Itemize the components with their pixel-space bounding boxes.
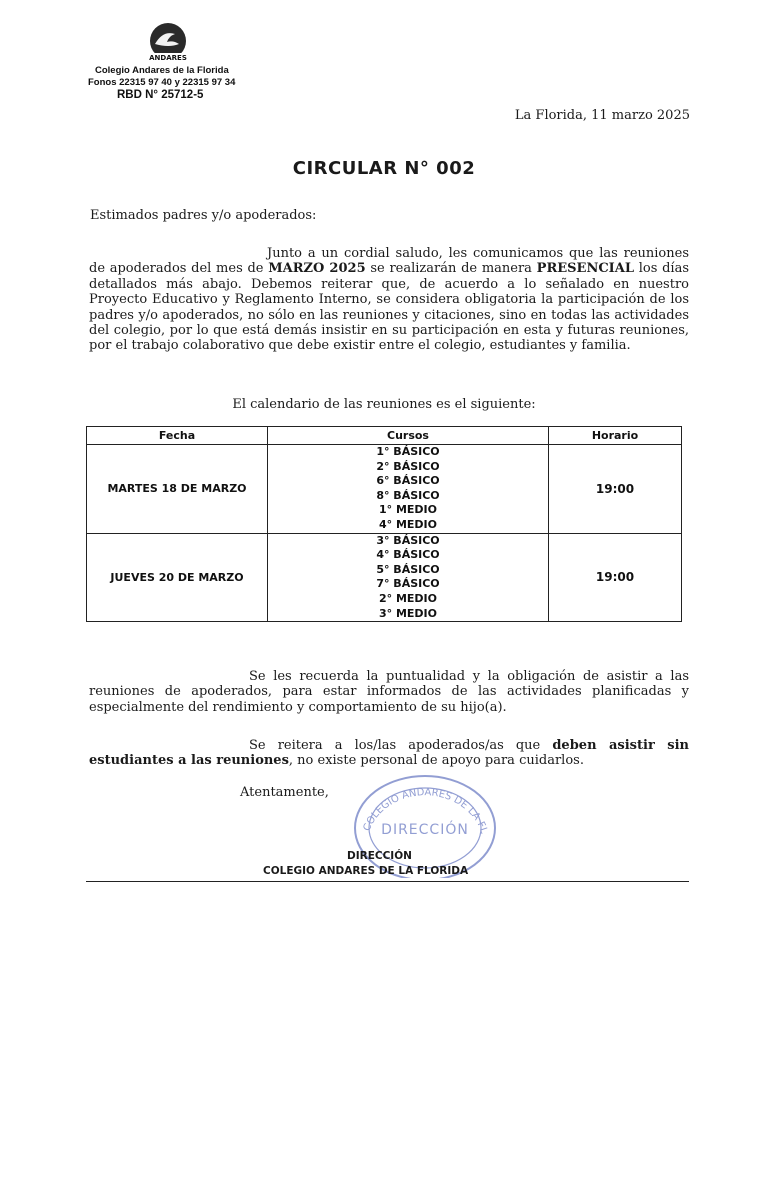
svg-text:COLEGIO ANDARES DE LA FLORIDA: COLEGIO ANDARES DE LA FL	[361, 787, 490, 835]
curso-item: 3° BÁSICO	[376, 533, 440, 547]
svg-text:ANDARES: ANDARES	[149, 54, 187, 62]
table-header-row	[87, 427, 682, 445]
school-logo	[145, 22, 191, 62]
svg-text:DIRECCIÓN: DIRECCIÓN	[381, 822, 469, 838]
curso-item: 7° BÁSICO	[376, 577, 440, 591]
curso-item: 3° MEDIO	[378, 606, 438, 620]
table-row	[87, 445, 682, 534]
curso-item: 1° BÁSICO	[376, 445, 440, 458]
row-cursos	[268, 445, 549, 534]
signature-role: DIRECCIÓN	[347, 850, 412, 862]
school-rbd: RBD N° 25712-5	[117, 89, 204, 101]
paragraph-no-students: Se reitera a los/las apoderados/as que deben asistir sin estudiantes a las reuniones, no existe personal de apoyo para cuidarlos.	[89, 738, 689, 769]
curso-item: 4° BÁSICO	[376, 548, 440, 562]
row-horario: 19:00	[549, 533, 682, 622]
header-cursos: Cursos	[268, 427, 549, 445]
calendar-intro: El calendario de las reuniones es el siguiente:	[232, 397, 536, 412]
table-row	[87, 533, 682, 622]
closing: Atentamente,	[240, 785, 329, 800]
curso-item: 2° BÁSICO	[376, 459, 440, 473]
curso-item: 5° BÁSICO	[376, 562, 440, 576]
curso-item: 2° MEDIO	[378, 591, 438, 605]
row-horario: 19:00	[549, 445, 682, 534]
header-horario: Horario	[549, 427, 682, 445]
meeting-schedule-table	[86, 426, 682, 622]
curso-item: 8° BÁSICO	[376, 488, 440, 502]
school-name: Colegio Andares de la Florida	[95, 65, 229, 76]
paragraph-intro: Junto a un cordial saludo, les comunicamos que las reuniones de apoderados del mes de MARZO 2025 se realizarán de manera PRESENCIAL los días detallados más abajo. Debemos reiterar que, de acuerdo a lo señalado en nuestro Proyecto Educativo y Reglamento Interno, se considera obligatoria la participación de los padres y/o apoderados, no sólo en las reuniones y citaciones, sino en todas las actividades del colegio, por lo que está demás insistir en su participación en esta y futuras reuniones, por el trabajo colaborativo que debe existir entre el colegio, estudiantes y familia.	[89, 246, 690, 354]
curso-item: 1° MEDIO	[378, 503, 438, 517]
document-date: La Florida, 11 marzo 2025	[514, 108, 690, 123]
footer-divider	[86, 881, 689, 882]
greeting: Estimados padres y/o apoderados:	[90, 208, 317, 223]
row-fecha: MARTES 18 DE MARZO	[87, 445, 268, 534]
document-title: CIRCULAR N° 002	[292, 158, 476, 179]
header-fecha: Fecha	[87, 427, 268, 445]
curso-item: 4° MEDIO	[378, 517, 438, 531]
curso-item: 6° BÁSICO	[376, 474, 440, 488]
school-phones: Fonos 22315 97 40 y 22315 97 34	[88, 77, 236, 88]
paragraph-reminder: Se les recuerda la puntualidad y la obligación de asistir a las reuniones de apoderados, para estar informados de las actividades planificadas y especialmente del rendimiento y comportamiento de su hijo(a).	[89, 669, 689, 715]
row-fecha: JUEVES 20 DE MARZO	[87, 533, 268, 622]
signature-school: COLEGIO ANDARES DE LA FLORIDA	[263, 865, 469, 877]
row-cursos	[268, 533, 549, 622]
